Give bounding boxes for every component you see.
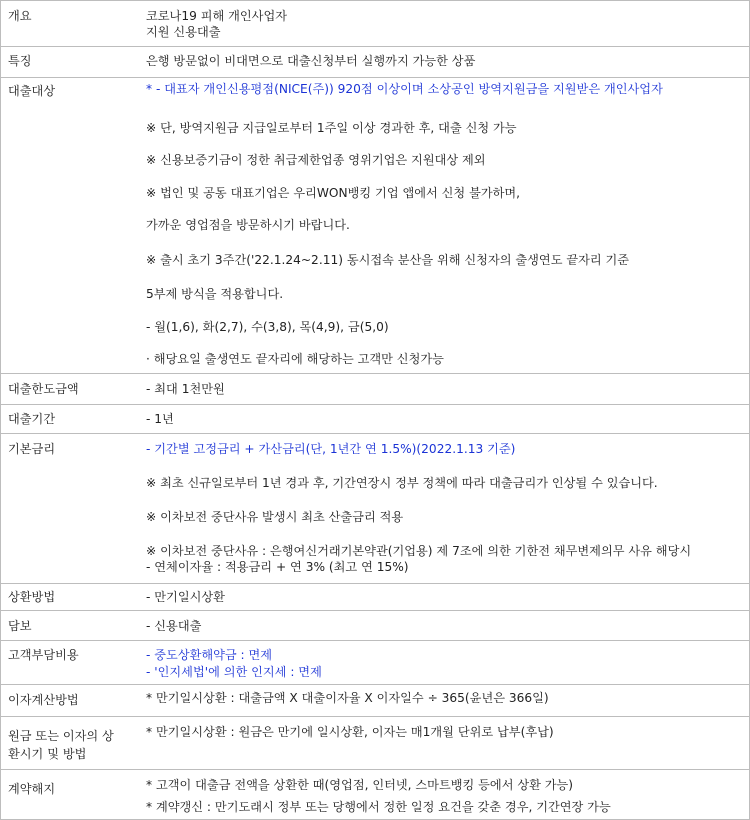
repay-label: 상환방법 — [8, 590, 56, 604]
overview-line-2: 지원 신용대출 — [146, 25, 221, 39]
row-divider — [0, 640, 750, 641]
feature-text: 은행 방문없이 비대면으로 대출신청부터 실행까지 가능한 상품 — [146, 54, 476, 68]
fees-label: 고객부담비용 — [8, 648, 79, 662]
target-line-2: ※ 단, 방역지원금 지급일로부터 1주일 이상 경과한 후, 대출 신청 가능 — [146, 121, 517, 135]
period-label: 대출기간 — [8, 412, 56, 426]
rate-line-1: - 기간별 고정금리 + 가산금리(단, 1년간 연 1.5%)(2022.1.13 기준) — [146, 442, 516, 456]
row-divider — [0, 433, 750, 434]
rate-line-5: - 연체이자율 : 적용금리 + 연 3% (최고 연 15%) — [146, 560, 409, 574]
target-line-9: · 해당요일 출생연도 끝자리에 해당하는 고객만 신청가능 — [146, 352, 444, 366]
repay-time-label-2: 환시기 및 방법 — [8, 747, 87, 761]
repay-time-label-1: 원금 또는 이자의 상 — [8, 729, 114, 743]
fees-line-1: - 중도상환해약금 : 면제 — [146, 648, 273, 662]
row-divider — [0, 610, 750, 611]
interest-calc-label: 이자계산방법 — [8, 693, 79, 707]
period-text: - 1년 — [146, 412, 174, 426]
target-line-5: 가까운 영업점을 방문하시기 바랍니다. — [146, 218, 350, 232]
collateral-label: 담보 — [8, 619, 32, 633]
limit-text: - 최대 1천만원 — [146, 382, 225, 396]
repay-text: - 만기일시상환 — [146, 590, 225, 604]
feature-label: 특징 — [8, 54, 32, 68]
target-label: 대출대상 — [8, 84, 56, 98]
row-divider — [0, 716, 750, 717]
table-left-border — [0, 0, 1, 820]
row-divider — [0, 684, 750, 685]
limit-label: 대출한도금액 — [8, 382, 79, 396]
termination-label: 계약해지 — [8, 782, 56, 796]
rate-label: 기본금리 — [8, 442, 56, 456]
target-line-4: ※ 법인 및 공동 대표기업은 우리WON뱅킹 기업 앱에서 신청 불가하며, — [146, 186, 521, 200]
termination-line-1: * 고객이 대출금 전액을 상환한 때(영업점, 인터넷, 스마트뱅킹 등에서 상환 가능) — [146, 778, 574, 792]
fees-line-2: - '인지세법'에 의한 인지세 : 면제 — [146, 665, 322, 679]
repay-time-text: * 만기일시상환 : 원금은 만기에 일시상환, 이자는 매1개월 단위로 납부(후납) — [146, 725, 554, 739]
row-divider — [0, 373, 750, 374]
collateral-text: - 신용대출 — [146, 619, 202, 633]
row-divider — [0, 46, 750, 47]
row-divider — [0, 769, 750, 770]
row-divider — [0, 404, 750, 405]
target-line-1: * - 대표자 개인신용평점(NICE(주)) 920점 이상이며 소상공인 방역지원금을 지원받은 개인사업자 — [146, 82, 663, 96]
overview-label: 개요 — [8, 9, 32, 23]
target-line-6: ※ 출시 초기 3주간('22.1.24~2.11) 동시접속 분산을 위해 신청자의 출생연도 끝자리 기준 — [146, 253, 630, 267]
termination-line-2: * 계약갱신 : 만기도래시 정부 또는 당행에서 정한 일정 요건을 갖춘 경우, 기간연장 가능 — [146, 800, 611, 814]
rate-line-2: ※ 최초 신규일로부터 1년 경과 후, 기간연장시 정부 정책에 따라 대출금리가 인상될 수 있습니다. — [146, 476, 658, 490]
rate-line-3: ※ 이차보전 중단사유 발생시 최초 산출금리 적용 — [146, 510, 404, 524]
interest-calc-text: * 만기일시상환 : 대출금액 X 대출이자율 X 이자일수 ÷ 365(윤년은 366일) — [146, 691, 549, 705]
row-divider — [0, 583, 750, 584]
target-line-7: 5부제 방식을 적용합니다. — [146, 287, 284, 301]
target-line-3: ※ 신용보증기금이 정한 취급제한업종 영위기업은 지원대상 제외 — [146, 153, 486, 167]
target-line-8: - 월(1,6), 화(2,7), 수(3,8), 목(4,9), 금(5,0) — [146, 320, 389, 334]
row-divider — [0, 0, 750, 1]
overview-line-1: 코로나19 피해 개인사업자 — [146, 9, 287, 23]
rate-line-4: ※ 이차보전 중단사유 : 은행여신거래기본약관(기업용) 제 7조에 의한 기한전 채무변제의무 사유 해당시 — [146, 544, 692, 558]
row-divider — [0, 77, 750, 78]
